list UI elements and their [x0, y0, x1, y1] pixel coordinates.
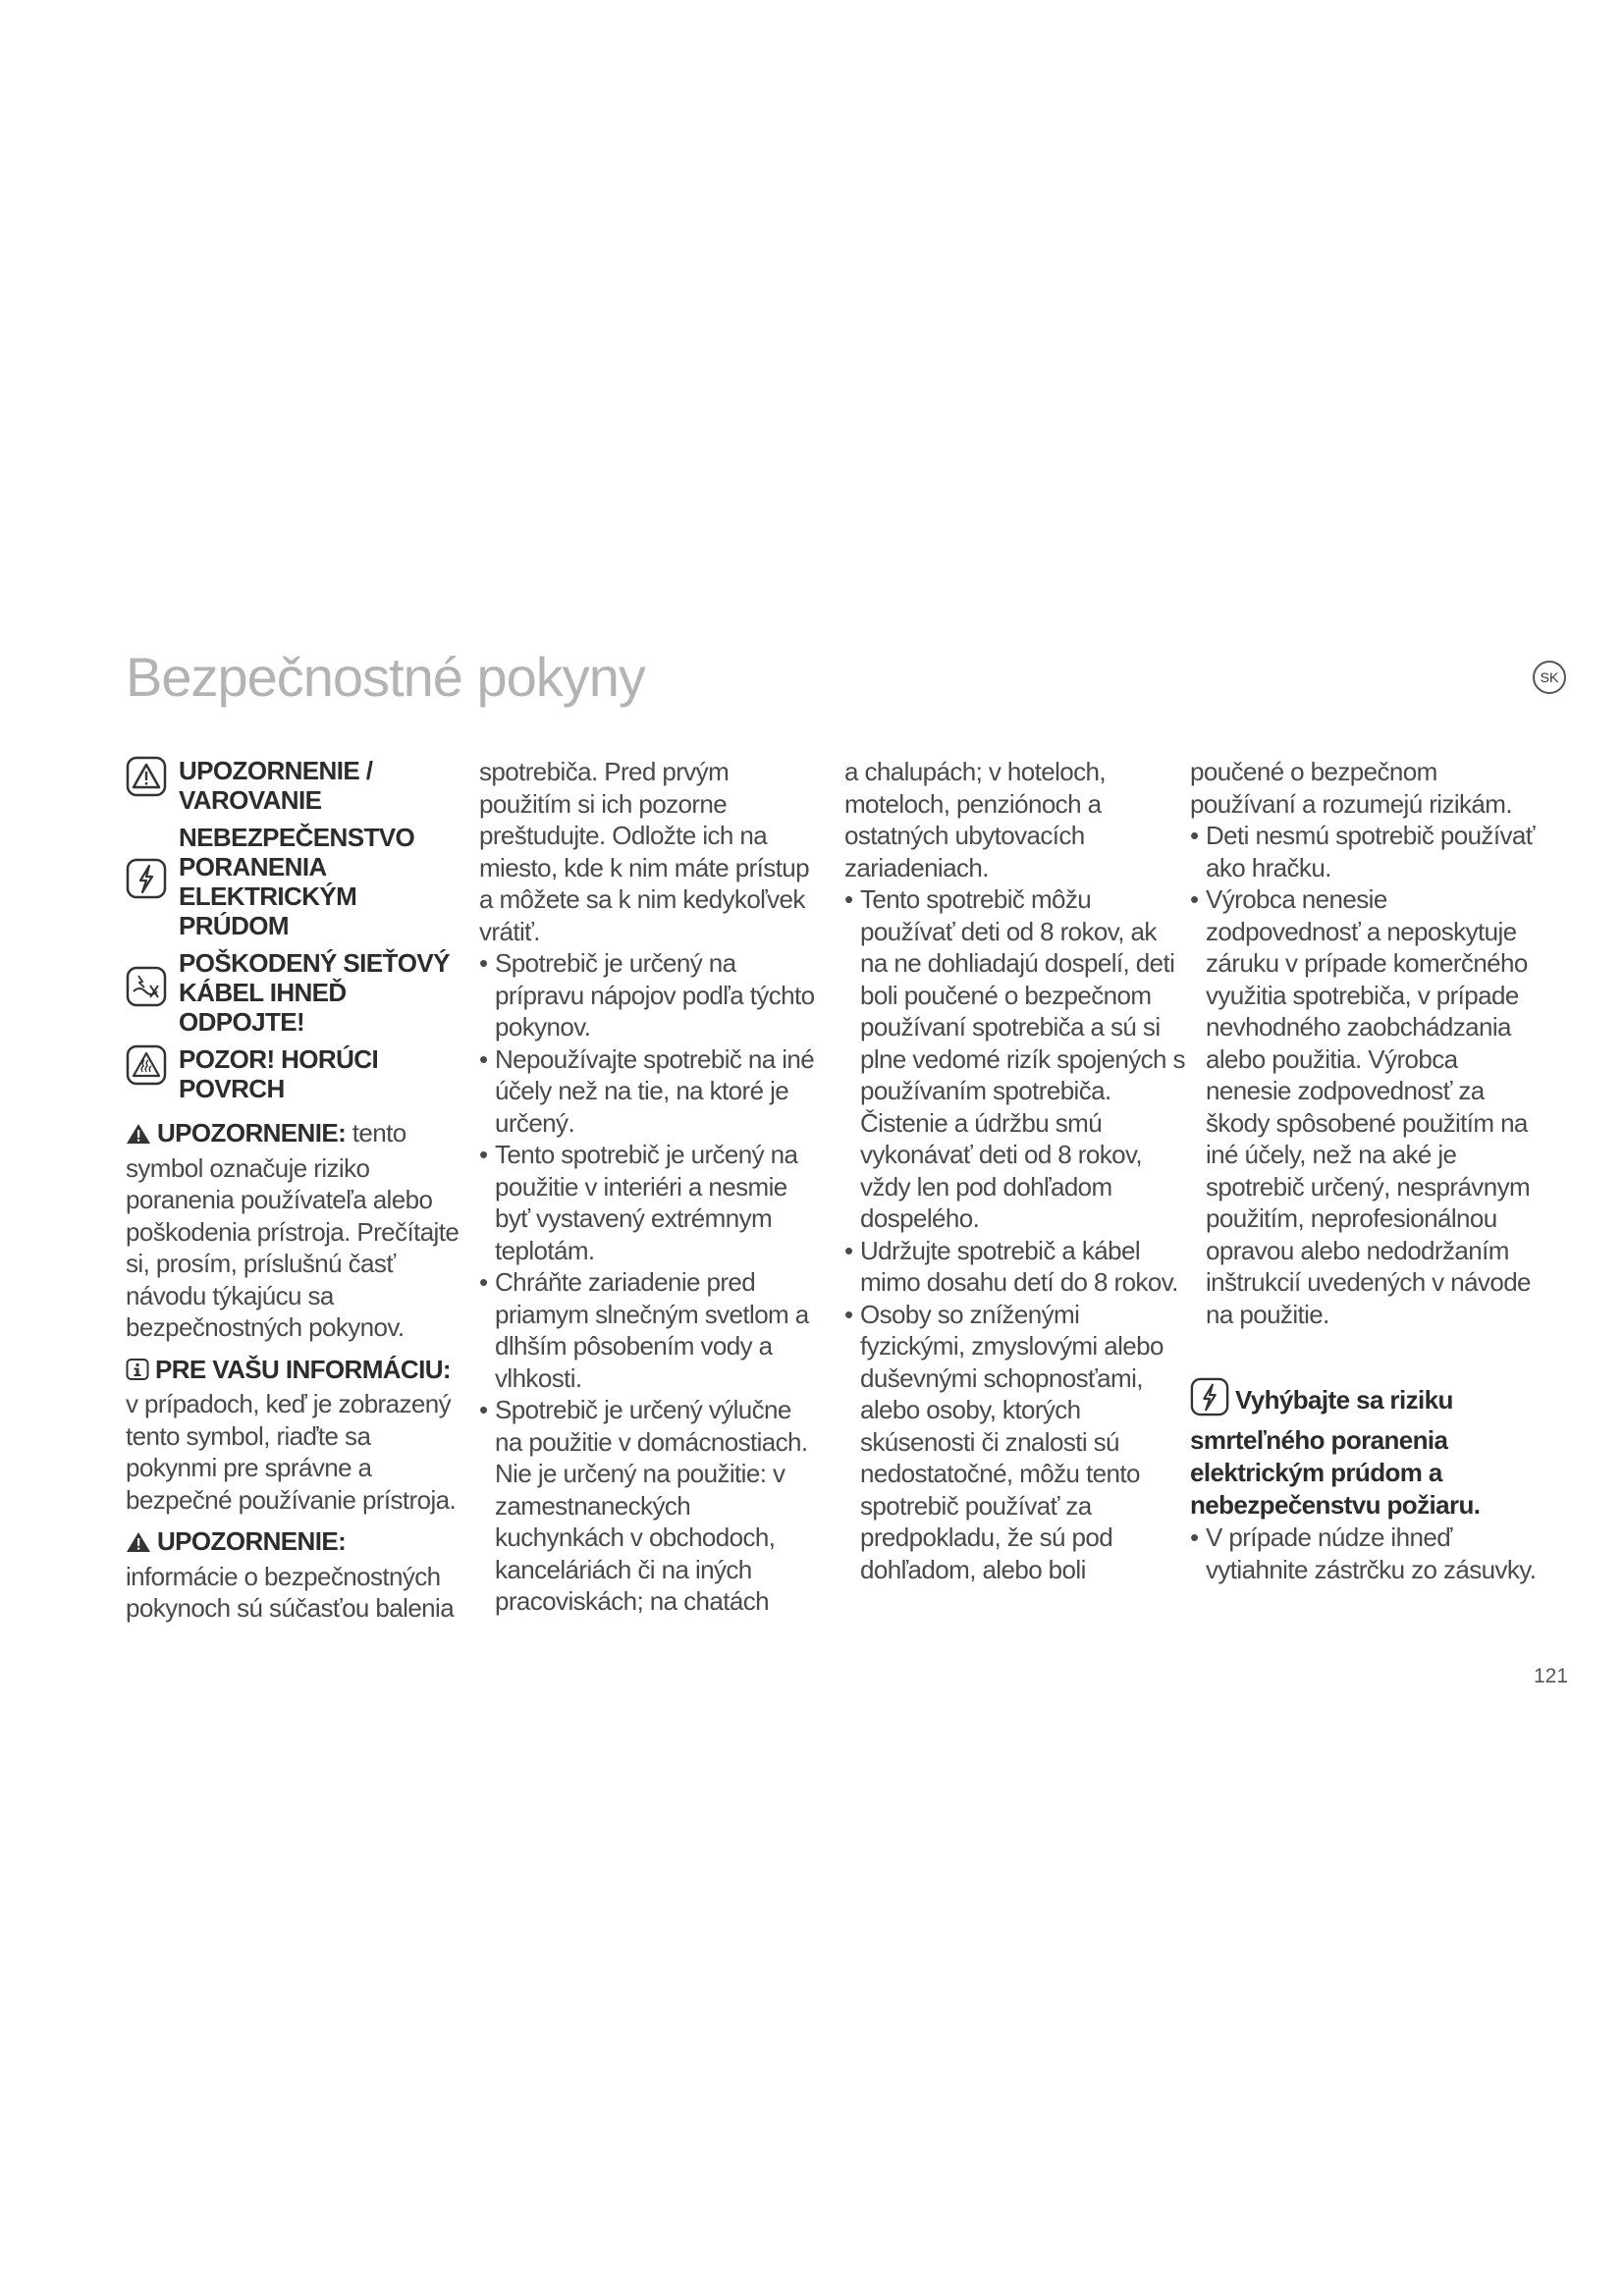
language-badge: SK: [1533, 661, 1566, 694]
list-item: • Výrobca nenesie zodpovednosť a neposkytuje záruku v prípade komerčného využitia spotrebiča, v prípade nevhodného zaobchádzania alebo použitia. Výrobca nenesie zodpovednosť za škody spôsobené použitím na iné účely, než na aké je spotrebič určený, nesprávnym použitím, neprofesionálnou opravou alebo nedodržaním inštrukcií uvedených v návode na použitie.: [1190, 883, 1543, 1330]
list-item: • Osoby so zníženými fyzickými, zmyslovými alebo duševnými schopnosťami, alebo osoby, ktorých skúsenosti či znalosti sú nedostatočné, môžu tento spotrebič používať za predpokladu, že sú pod dohľadom, alebo boli: [844, 1299, 1188, 1586]
page-title: Bezpečnostné pokyny: [126, 646, 645, 708]
paragraph-text: informácie o bezpečnostných pokynoch sú súčasťou balenia: [126, 1561, 455, 1623]
warning-item: [126, 948, 460, 1037]
paragraph: a chalupách; v hoteloch, moteloch, penziónoch a ostatných ubytovacích zariadeniach.: [844, 757, 1107, 882]
list-item: • Nepoužívajte spotrebič na iné účely než na tie, na ktoré je určený.: [479, 1043, 823, 1140]
list-item: • Tento spotrebič je určený na použitie v interiéri a nesmie byť vystavený extrémnym teplotám.: [479, 1139, 823, 1266]
section-heading: [1190, 1377, 1543, 1522]
bullet-list: [479, 947, 823, 1618]
hot-surface-icon: [126, 1044, 167, 1086]
paragraph: [126, 1525, 460, 1625]
column-1: [126, 756, 460, 1625]
paragraph-label: PRE VAŠU INFORMÁCIU:: [155, 1354, 451, 1384]
column-4: [1190, 756, 1543, 1585]
warning-label: NEBEZPEČENSTVO PORANENIA ELEKTRICKÝM PRÚDOM: [179, 823, 415, 940]
electric-hazard-section: [1190, 1377, 1543, 1585]
bullet-list: [844, 883, 1188, 1585]
list-item: • Spotrebič je určený výlučne na použitie v domácnostiach. Nie je určený na použitie: v zamestnaneckých kuchynkách v obchodoch, kanceláriách či na iných pracoviskách; na chatách: [479, 1394, 823, 1618]
warning-label: POZOR! HORÚCI POVRCH: [179, 1044, 379, 1103]
column-2: [479, 756, 823, 1618]
bullet-list: [1190, 1522, 1543, 1585]
warning-item: [126, 823, 460, 940]
list-item: • V prípade núdze ihneď vytiahnite zástrčku zo zásuvky.: [1190, 1522, 1543, 1585]
list-item: • Tento spotrebič môžu používať deti od 8 rokov, ak na ne dohliadajú dospelí, deti boli poučené o bezpečnom používaní spotrebiča a sú si plne vedomé rizík spojených s používaním spotrebiča. Čistenie a údržbu smú vykonávať deti od 8 rokov, vždy len pod dohľadom dospelého.: [844, 883, 1188, 1235]
warning-item: [126, 756, 460, 815]
paragraph-text: tento symbol označuje riziko poranenia používateľa alebo poškodenia prístroja. Prečítajte si, prosím, príslušnú časť návodu týkajúcu sa bezpečnostných pokynov.: [126, 1118, 460, 1342]
damaged-cable-icon: [126, 966, 167, 1007]
section-heading-text: Vyhýbajte sa riziku smrteľného poranenia elektrickým prúdom a nebezpečenstvu požiaru.: [1190, 1385, 1481, 1520]
warning-triangle-icon: [126, 1528, 151, 1561]
warning-label: POŠKODENÝ SIEŤOVÝ KÁBEL IHNEĎ ODPOJTE!: [179, 948, 450, 1037]
warning-triangle-icon: [126, 756, 167, 797]
page-number: 121: [1534, 1665, 1569, 1687]
paragraph: spotrebiča. Pred prvým použitím si ich pozorne preštudujte. Odložte ich na miesto, kde k nim máte prístup a môžete sa k nim kedykoľvek vrátiť.: [479, 757, 810, 946]
paragraph-label: UPOZORNENIE:: [157, 1526, 347, 1556]
paragraph: [126, 1117, 460, 1344]
list-item: • Deti nesmú spotrebič používať ako hračku.: [1190, 820, 1543, 883]
warning-triangle-icon: [126, 1120, 151, 1152]
info-icon: [126, 1357, 149, 1389]
list-item: • Udržujte spotrebič a kábel mimo dosahu detí do 8 rokov.: [844, 1235, 1188, 1299]
bullet-list: [1190, 820, 1543, 1330]
electric-shock-icon: [1190, 1377, 1229, 1424]
list-item: • Spotrebič je určený na prípravu nápojov podľa týchto pokynov.: [479, 947, 823, 1043]
electric-shock-icon: [126, 858, 167, 899]
paragraph-text: v prípadoch, keď je zobrazený tento symbol, riaďte sa pokynmi pre správne a bezpečné používanie prístroja.: [126, 1389, 457, 1515]
list-item: • Chráňte zariadenie pred priamym slnečným svetlom a dlhším pôsobením vody a vlhkosti.: [479, 1266, 823, 1394]
paragraph: poučené o bezpečnom používaní a rozumejú rizikám.: [1190, 757, 1512, 819]
column-3: [844, 756, 1188, 1585]
paragraph: [126, 1354, 460, 1517]
warning-label: UPOZORNENIE / VAROVANIE: [179, 756, 373, 815]
paragraph-label: UPOZORNENIE:: [157, 1118, 347, 1148]
warning-item: [126, 1044, 460, 1103]
